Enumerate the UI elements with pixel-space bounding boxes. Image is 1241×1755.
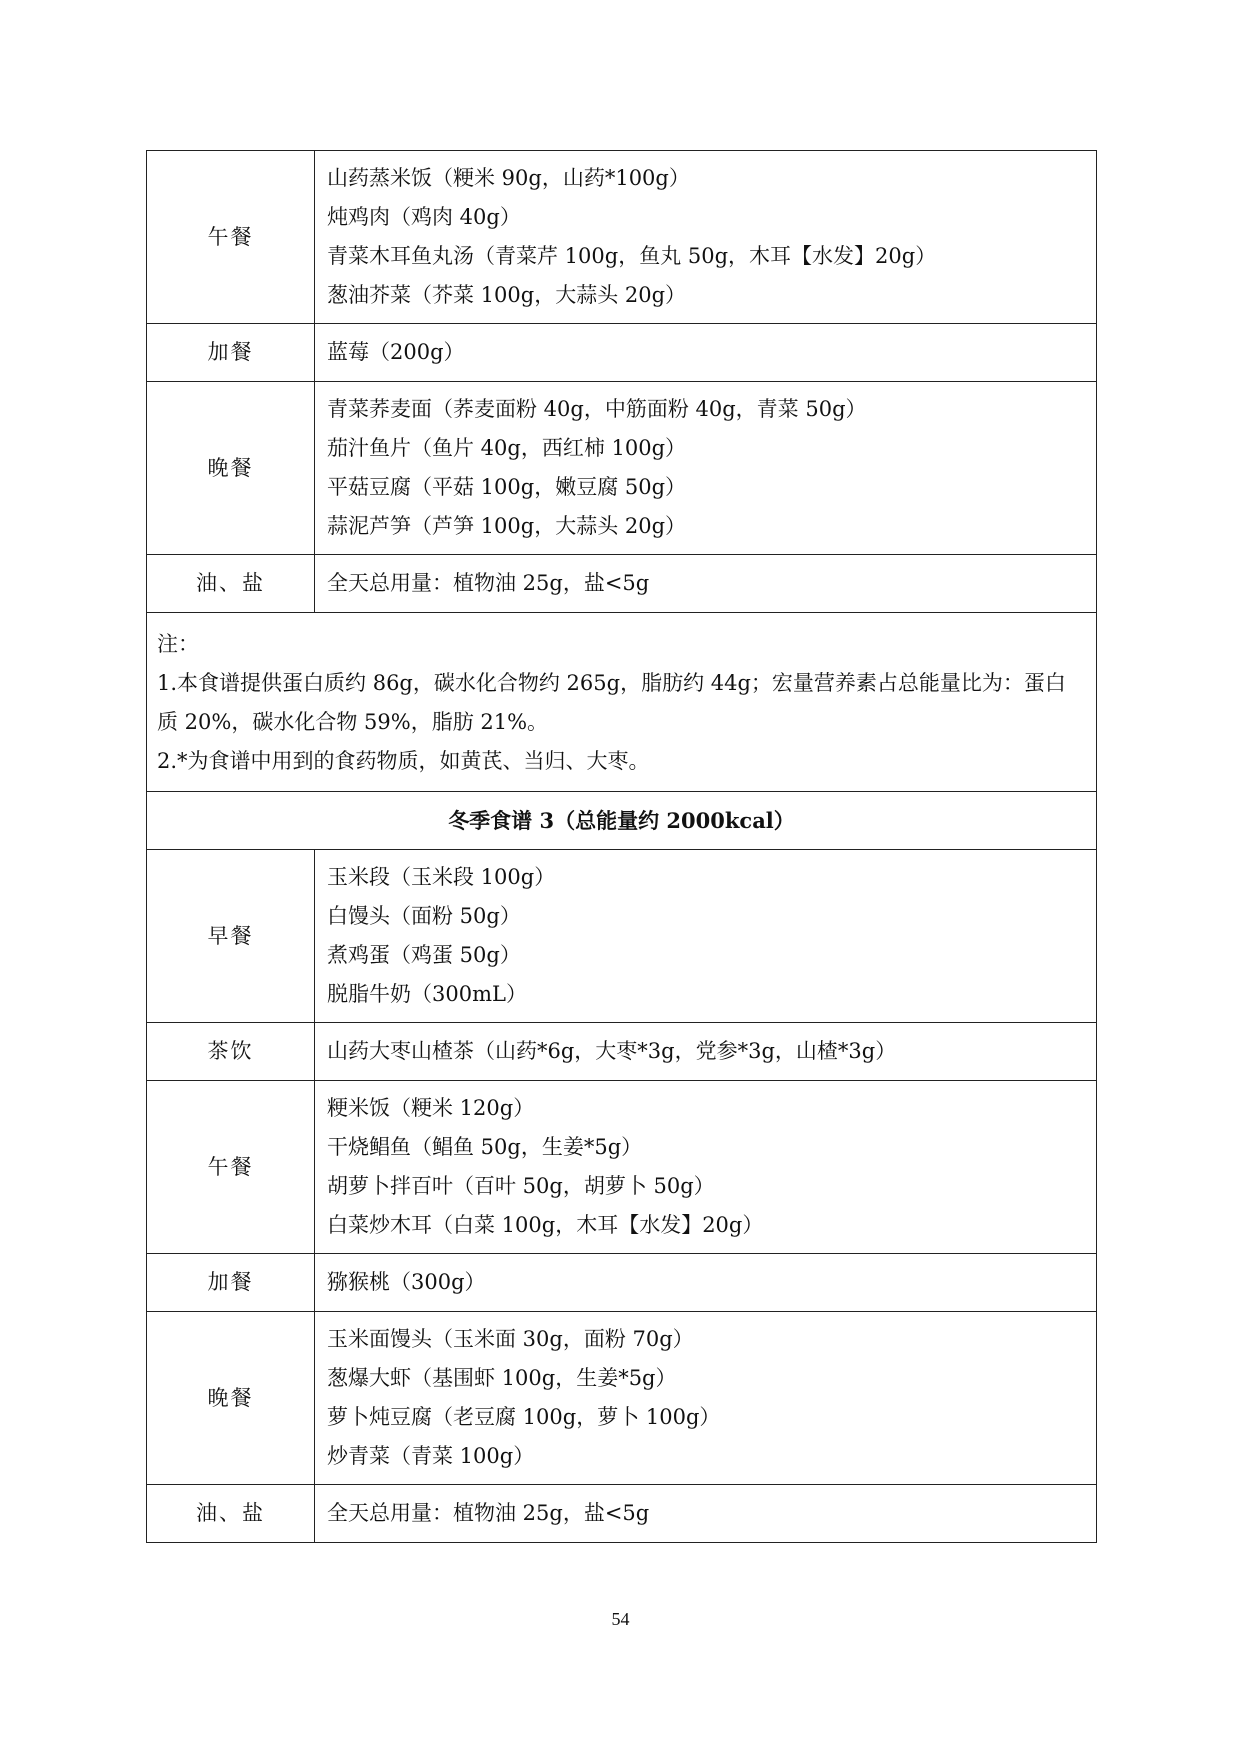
food-item: 平菇豆腐（平菇 100g，嫩豆腐 50g） <box>327 475 687 499</box>
food-item: 山药大枣山楂茶（山药*6g，大枣*3g，党参*3g，山楂*3g） <box>327 1039 897 1063</box>
food-item: 全天总用量：植物油 25g，盐<5g <box>327 1501 650 1525</box>
table-row <box>147 324 1097 382</box>
meal-items <box>315 1023 1097 1081</box>
note-line: 1.本食谱提供蛋白质约 86g，碳水化合物约 265g，脂肪约 44g；宏量营养素占总能量比为：蛋白质 20%，碳水化合物 59%，脂肪 21%。 <box>157 671 1066 734</box>
food-item: 粳米饭（粳米 120g） <box>327 1096 535 1120</box>
food-item: 葱爆大虾（基围虾 100g，生姜*5g） <box>327 1366 677 1390</box>
table-row <box>147 850 1097 1023</box>
food-item: 萝卜炖豆腐（老豆腐 100g，萝卜 100g） <box>327 1405 721 1429</box>
notes-row <box>147 613 1097 792</box>
meal-label: 午餐 <box>147 1081 315 1254</box>
food-item: 全天总用量：植物油 25g，盐<5g <box>327 571 650 595</box>
meal-items <box>315 382 1097 555</box>
food-item: 茄汁鱼片（鱼片 40g，西红柿 100g） <box>327 436 687 460</box>
food-item: 葱油芥菜（芥菜 100g，大蒜头 20g） <box>327 283 687 307</box>
notes-heading: 注： <box>157 632 199 656</box>
table-row <box>147 1023 1097 1081</box>
table-row <box>147 151 1097 324</box>
food-item: 白馒头（面粉 50g） <box>327 904 521 928</box>
meal-items <box>315 324 1097 382</box>
meal-items <box>315 1081 1097 1254</box>
food-item: 山药蒸米饭（粳米 90g，山药*100g） <box>327 166 690 190</box>
food-item: 青菜木耳鱼丸汤（青菜芹 100g，鱼丸 50g，木耳【水发】20g） <box>327 244 937 268</box>
food-item: 玉米面馒头（玉米面 30g，面粉 70g） <box>327 1327 694 1351</box>
food-item: 蓝莓（200g） <box>327 340 465 364</box>
meal-label: 早餐 <box>147 850 315 1023</box>
meal-items <box>315 1485 1097 1543</box>
meal-label: 加餐 <box>147 1254 315 1312</box>
table-row <box>147 1485 1097 1543</box>
food-item: 玉米段（玉米段 100g） <box>327 865 556 889</box>
table-row <box>147 1254 1097 1312</box>
meal-label: 油、盐 <box>147 1485 315 1543</box>
section-title: 冬季食谱 3（总能量约 2000kcal） <box>147 792 1097 850</box>
section-header-row <box>147 792 1097 850</box>
meal-items <box>315 151 1097 324</box>
meal-label: 午餐 <box>147 151 315 324</box>
meal-items <box>315 555 1097 613</box>
food-item: 脱脂牛奶（300mL） <box>327 982 527 1006</box>
table-row <box>147 1081 1097 1254</box>
food-item: 青菜荞麦面（荞麦面粉 40g，中筋面粉 40g，青菜 50g） <box>327 397 867 421</box>
food-item: 白菜炒木耳（白菜 100g，木耳【水发】20g） <box>327 1213 764 1237</box>
meal-label: 晚餐 <box>147 1312 315 1485</box>
page-number: 54 <box>611 1609 630 1629</box>
table-row <box>147 382 1097 555</box>
meal-label: 茶饮 <box>147 1023 315 1081</box>
food-item: 炒青菜（青菜 100g） <box>327 1444 535 1468</box>
food-item: 蒜泥芦笋（芦笋 100g，大蒜头 20g） <box>327 514 687 538</box>
meal-items <box>315 1312 1097 1485</box>
food-item: 煮鸡蛋（鸡蛋 50g） <box>327 943 521 967</box>
table-row <box>147 555 1097 613</box>
food-item: 猕猴桃（300g） <box>327 1270 486 1294</box>
meal-label: 晚餐 <box>147 382 315 555</box>
meal-label: 油、盐 <box>147 555 315 613</box>
meal-label: 加餐 <box>147 324 315 382</box>
meal-items <box>315 850 1097 1023</box>
menu-table <box>146 150 1097 1543</box>
meal-items <box>315 1254 1097 1312</box>
table-row <box>147 1312 1097 1485</box>
notes <box>147 613 1097 792</box>
food-item: 胡萝卜拌百叶（百叶 50g，胡萝卜 50g） <box>327 1174 715 1198</box>
note-line: 2.*为食谱中用到的食药物质，如黄芪、当归、大枣。 <box>157 749 650 773</box>
food-item: 炖鸡肉（鸡肉 40g） <box>327 205 521 229</box>
food-item: 干烧鲳鱼（鲳鱼 50g，生姜*5g） <box>327 1135 643 1159</box>
